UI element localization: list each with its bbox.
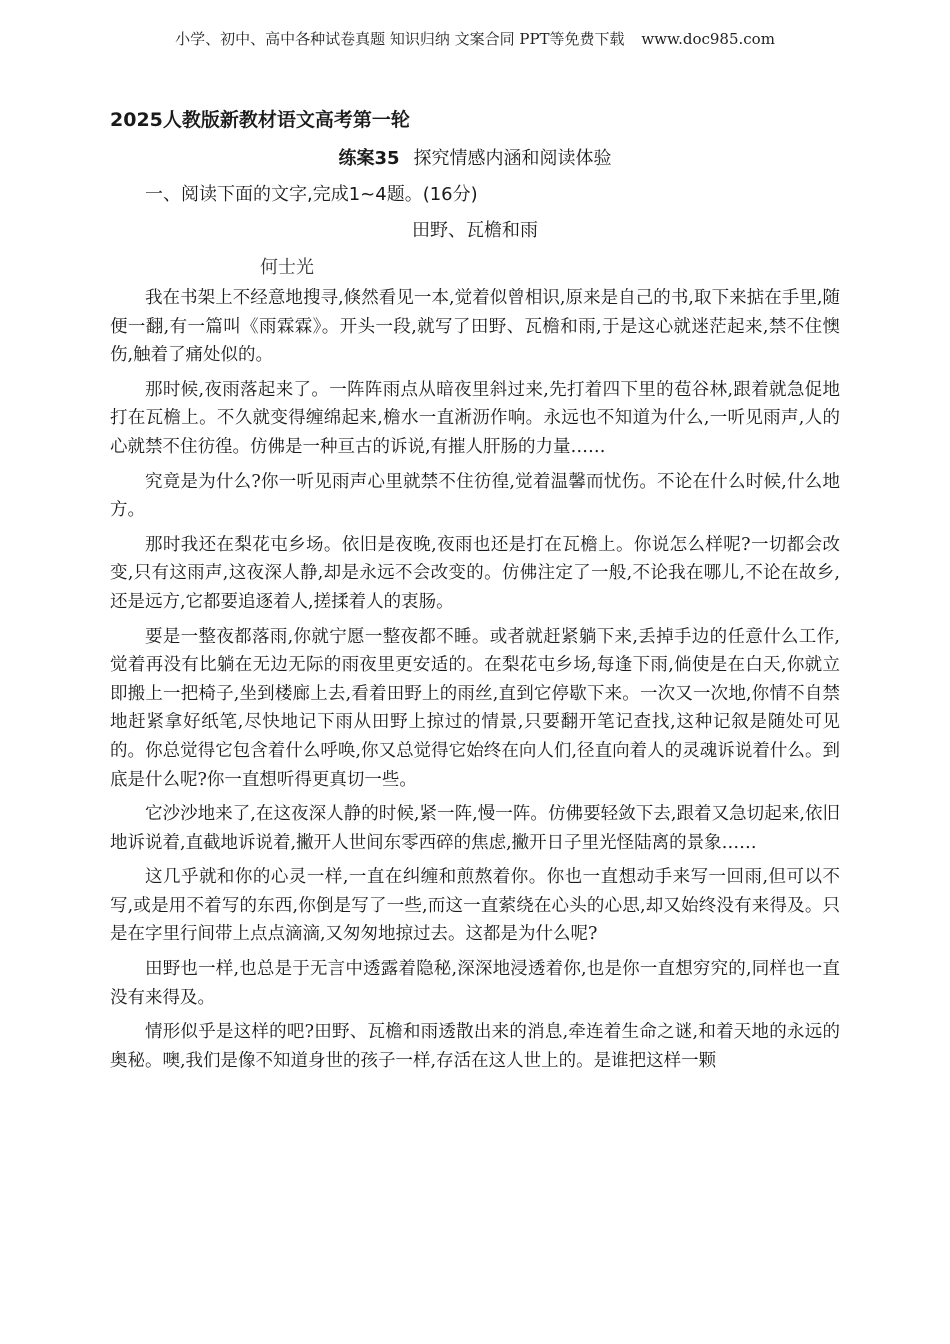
paragraph: 那时候,夜雨落起来了。一阵阵雨点从暗夜里斜过来,先打着四下里的苞谷林,跟着就急促地打在瓦檐上。不久就变得缠绵起来,檐水一直淅沥作响。永远也不知道为什么,一听见雨声,人的心就禁不住彷徨。仿佛是一种亘古的诉说,有摧人肝肠的力量…… (110, 379, 840, 457)
lesson-number: 练案35 (338, 148, 400, 169)
paragraph: 要是一整夜都落雨,你就宁愿一整夜都不睡。或者就赶紧躺下来,丢掉手边的任意什么工作,觉着再没有比躺在无边无际的雨夜里更安适的。在梨花屯乡场,每逢下雨,倘使是在白天,你就立即搬上一把椅子,坐到楼廊上去,看着田野上的雨丝,直到它停歇下来。一次又一次地,你情不自禁地赶紧拿好纸笔,尽快地记下雨从田野上掠过的情景,只要翻开笔记查找,这种记叙是随处可见的。你总觉得它包含着什么呼唤,你又总觉得它始终在向人们,径直向着人的灵魂诉说着什么。到底是什么呢?你一直想听得更真切一些。 (110, 626, 840, 790)
article-author: 何士光 (260, 257, 314, 278)
header-url[interactable]: www.doc985.com (641, 30, 775, 48)
lesson-title (0, 144, 950, 170)
header-text: 小学、初中、高中各种试卷真题 知识归纳 文案合同 PPT等免费下载 (175, 30, 625, 48)
document-title: 2025人教版新教材语文高考第一轮 (110, 109, 410, 131)
paragraph: 我在书架上不经意地搜寻,倏然看见一本,觉着似曾相识,原来是自己的书,取下来掂在手里,随便一翻,有一篇叫《雨霖霖》。开头一段,就写了田野、瓦檐和雨,于是这心就迷茫起来,禁不住懊伤,触着了痛处似的。 (110, 288, 840, 366)
lesson-topic: 探究情感内涵和阅读体验 (413, 148, 612, 169)
paragraph: 那时我还在梨花屯乡场。依旧是夜晚,夜雨也还是打在瓦檐上。你说怎么样呢?一切都会改变,只有这雨声,这夜深人静,却是永远不会改变的。仿佛注定了一般,不论我在哪儿,不论在故乡,还是远方,它都要追逐着人,搓揉着人的衷肠。 (110, 534, 840, 612)
article-body (110, 284, 840, 1081)
paragraph: 这几乎就和你的心灵一样,一直在纠缠和煎熬着你。你也一直想动手来写一回雨,但可以不写,或是用不着写的东西,你倒是写了一些,而这一直萦绕在心头的心思,却又始终没有来得及。只是在字里行间带上点点滴滴,又匆匆地掠过去。这都是为什么呢? (110, 867, 840, 945)
page-header (0, 28, 950, 49)
paragraph: 田野也一样,也总是于无言中透露着隐秘,深深地浸透着你,也是你一直想穷究的,同样也一直没有来得及。 (110, 959, 840, 1008)
article-title: 田野、瓦檐和雨 (412, 220, 538, 241)
paragraph: 究竟是为什么?你一听见雨声心里就禁不住彷徨,觉着温馨而忧伤。不论在什么时候,什么地方。 (110, 471, 840, 521)
question-instruction: 一、阅读下面的文字,完成1~4题。(16分) (145, 184, 478, 205)
paragraph: 它沙沙地来了,在这夜深人静的时候,紧一阵,慢一阵。仿佛要轻敛下去,跟着又急切起来,依旧地诉说着,直截地诉说着,撇开人世间东零西碎的焦虑,撇开日子里光怪陆离的景象…… (110, 804, 840, 853)
paragraph: 情形似乎是这样的吧?田野、瓦檐和雨透散出来的消息,牵连着生命之谜,和着天地的永远的奥秘。噢,我们是像不知道身世的孩子一样,存活在这人世上的。是谁把这样一颗 (110, 1022, 840, 1071)
